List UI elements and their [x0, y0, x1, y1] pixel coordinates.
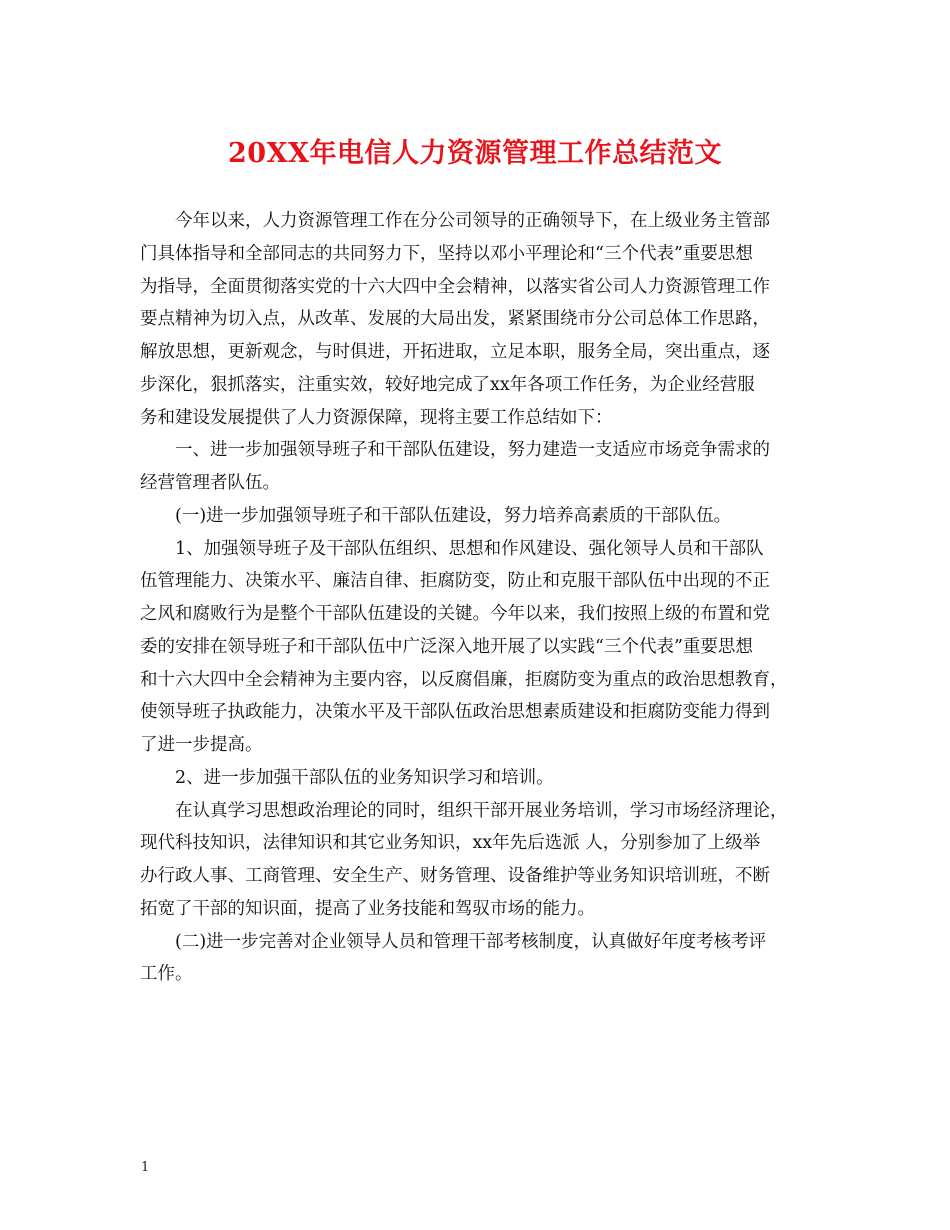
paragraph-line: 了进一步提高。 [140, 735, 263, 755]
item-heading-line: 2、进一步加强干部队伍的业务知识学习和培训。 [175, 767, 554, 788]
paragraph-line: 使领导班子执政能力，决策水平及干部队伍政治思想素质建设和拒腐防变能力得到 [140, 702, 770, 723]
paragraph-line: 要点精神为切入点，从改革、发展的大局出发，紧紧围绕市分公司总体工作思路， [140, 309, 770, 330]
paragraph-line: 和十六大四中全会精神为主要内容，以反腐倡廉，拒腐防变为重点的政治思想教育， [140, 669, 788, 690]
paragraph-line: 门具体指导和全部同志的共同努力下，坚持以邓小平理论和“三个代表”重要思想 [140, 243, 753, 264]
paragraph-line: 委的安排在领导班子和干部队伍中广泛深入地开展了以实践“三个代表”重要思想 [140, 636, 753, 657]
subsection-heading-line: (一)进一步加强领导班子和干部队伍建设，努力培养高素质的干部队伍。 [175, 505, 732, 526]
paragraph-line: 务和建设发展提供了人力资源保障，现将主要工作总结如下： [140, 407, 613, 428]
paragraph-line: 步深化，狠抓落实，注重实效，较好地完成了xx年各项工作任务，为企业经营服 [140, 374, 755, 395]
paragraph-line: 现代科技知识，法律知识和其它业务知识，xx年先后选派 人，分别参加了上级举 [140, 833, 761, 854]
subsection-heading-line: (二)进一步完善对企业领导人员和管理干部考核制度，认真做好年度考核考评 [175, 931, 767, 952]
paragraph-line: 之风和腐败行为是整个干部队伍建设的关键。今年以来，我们按照上级的布置和党 [140, 604, 770, 624]
paragraph-line: 伍管理能力、决策水平、廉洁自律、拒腐防变，防止和克服干部队伍中出现的不正 [140, 571, 770, 592]
page-number: 1 [141, 1160, 150, 1175]
document-body [140, 205, 812, 991]
paragraph-line: 1、加强领导班子及干部队伍组织、思想和作风建设、强化领导人员和干部队 [175, 538, 764, 559]
paragraph-line: 今年以来，人力资源管理工作在分公司领导的正确领导下，在上级业务主管部 [175, 211, 770, 231]
section-heading-line: 经营管理者队伍。 [140, 473, 280, 493]
paragraph-line: 在认真学习思想政治理论的同时，组织干部开展业务培训，学习市场经济理论， [175, 800, 788, 821]
paragraph-line: 办行政人事、工商管理、安全生产、财务管理、设备维护等业务知识培训班，不断 [140, 866, 770, 886]
paragraph-line: 解放思想，更新观念，与时俱进，开拓进取，立足本职，服务全局，突出重点，逐 [140, 342, 770, 362]
paragraph-line: 拓宽了干部的知识面，提高了业务技能和驾驭市场的能力。 [140, 898, 595, 919]
document-title: 20XX年电信人力资源管理工作总结范文 [228, 138, 722, 169]
section-heading-line: 一、进一步加强领导班子和干部队伍建设，努力建造一支适应市场竞争需求的 [175, 440, 770, 461]
subsection-heading-line: 工作。 [140, 964, 193, 985]
paragraph-line: 为指导，全面贯彻落实党的十六大四中全会精神，以落实省公司人力资源管理工作 [140, 276, 770, 297]
